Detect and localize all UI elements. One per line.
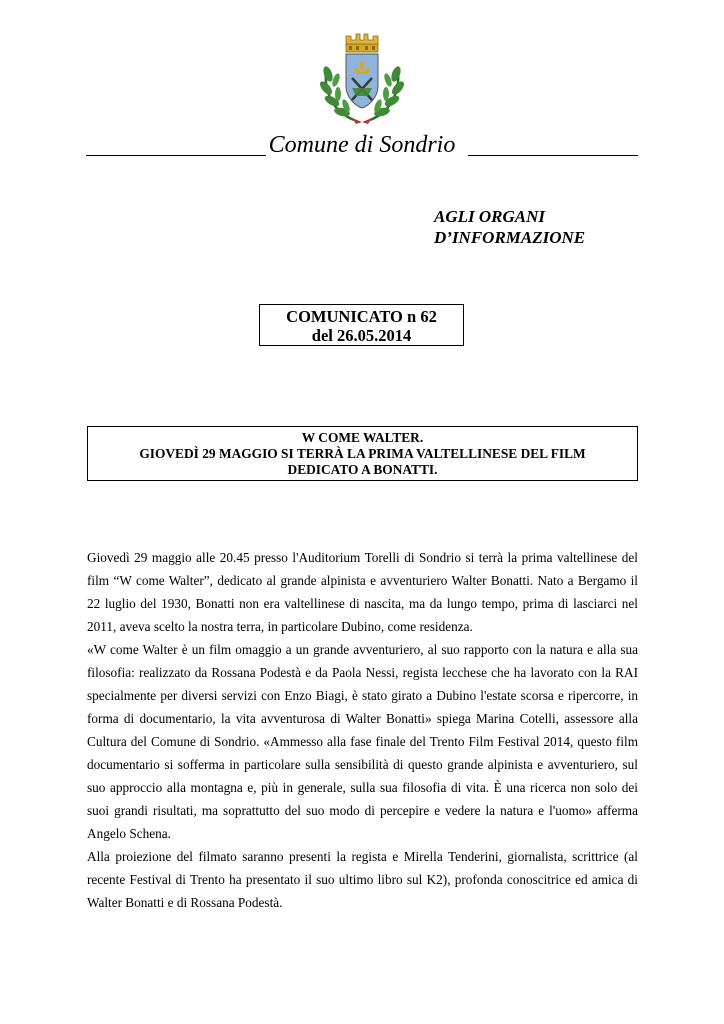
body-paragraph: Giovedì 29 maggio alle 20.45 presso l'Auditorium Torelli di Sondrio si terrà la prima valtellinese del film “W come Walter”, dedicato al grande alpinista e avventuriero Walter Bonatti. Nato a Bergamo il 22 luglio del 1930, Bonatti non era valtellinese di nascita, ma da lungo tempo, prima di lasciarci nel 2011, aveva scelto la nostra terra, in particolare Dubino, come residenza. [87,550,638,634]
communique-number: COMUNICATO n 62 [286,307,437,326]
communique-box [259,304,464,346]
headline-line-3: DEDICATO A BONATTI. [287,462,438,477]
press-release-body [87,546,638,914]
body-paragraph: «W come Walter è un film omaggio a un grande avventuriero, al suo rapporto con la natura e alla sua filosofia: realizzato da Rossana Podestà e da Paola Nessi, regista lecchese che ha lavorato con la RAI specialmente per diversi servizi con Enzo Biagi, è stato girato a Dubino l'estate scorsa e ripercorre, in forma di documentario, la vita avventurosa di Walter Bonatti» spiega Marina Cotelli, assessore alla Cultura del Comune di Sondrio. «Ammesso alla fase finale del Trento Film Festival 2014, questo film documentario si sofferma in particolare sulla sensibilità di questo grande alpinista e avventuriero, sul suo approccio alla montagna e, più in generale, sulla sua filosofia di vita. È una ricerca non solo dei suoi grandi risultati, ma soprattutto del suo modo di percepire e vedere la natura e l'uomo» afferma Angelo Schena. [87,642,638,841]
recipient-block [434,206,585,248]
headline-box [87,426,638,481]
letterhead-rule-right [468,155,638,156]
headline-line-1: W COME WALTER. [301,430,424,445]
recipient-line-2: D’INFORMAZIONE [434,228,586,247]
body-paragraph: Alla proiezione del filmato saranno presenti la regista e Mirella Tenderini, giornalista, scrittrice (al recente Festival di Trento ha presentato il suo ultimo libro sul K2), profonda conoscitrice ed amica di Walter Bonatti e di Rossana Podestà. [87,849,638,910]
coat-of-arms-icon [316,30,408,126]
letterhead [86,128,638,162]
municipality-name: Comune di Sondrio [268,132,456,158]
communique-date: del 26.05.2014 [311,326,412,345]
headline-line-2: GIOVEDÌ 29 MAGGIO SI TERRÀ LA PRIMA VALTELLINESE DEL FILM [139,446,586,461]
recipient-line-1: AGLI ORGANI [434,207,545,226]
